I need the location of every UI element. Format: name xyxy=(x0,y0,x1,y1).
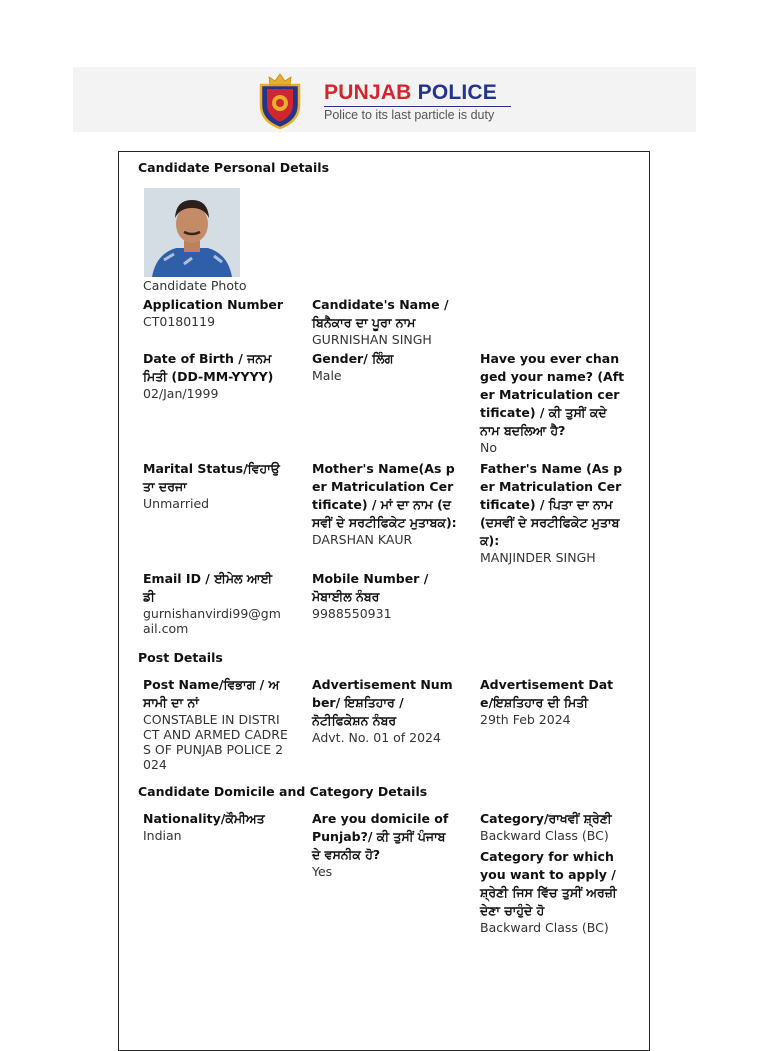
gender-value: Male xyxy=(312,368,342,383)
category-field xyxy=(480,810,625,843)
father-name-field xyxy=(480,460,625,565)
application-number-field xyxy=(143,296,288,329)
marital-status-field xyxy=(143,460,288,511)
nationality-label: Nationality/ਕੌਮੀਅਤ xyxy=(143,811,265,826)
mother-name-field xyxy=(312,460,457,547)
dob-label: Date of Birth / ਜਨਮ ਮਿਤੀ (DD-MM-YYYY) xyxy=(143,351,274,384)
dob-value: 02/Jan/1999 xyxy=(143,386,219,401)
personal-details-title: Candidate Personal Details xyxy=(138,160,330,175)
adv-number-value: Advt. No. 01 of 2024 xyxy=(312,730,441,745)
police-badge-icon xyxy=(255,71,305,129)
gender-field xyxy=(312,350,457,383)
mother-name-value: DARSHAN KAUR xyxy=(312,532,413,547)
marital-status-value: Unmarried xyxy=(143,496,210,511)
brand-divider xyxy=(324,106,511,107)
name-changed-field xyxy=(480,350,625,455)
application-number-value: CT0180119 xyxy=(143,314,216,329)
candidate-name-field xyxy=(312,296,457,347)
post-details-title: Post Details xyxy=(138,650,223,665)
post-name-label: Post Name/ਵਿਭਾਗ / ਅਸਾਮੀ ਦਾ ਨਾਂ xyxy=(143,677,280,710)
candidate-name-value: GURNISHAN SINGH xyxy=(312,332,432,347)
email-label: Email ID / ਈਮੇਲ ਆਈ ਡੀ xyxy=(143,571,273,604)
apply-category-value: Backward Class (BC) xyxy=(480,920,609,935)
father-name-value: MANJINDER SINGH xyxy=(480,550,596,565)
page-header xyxy=(73,67,696,132)
gender-label: Gender/ ਲਿੰਗ xyxy=(312,351,394,366)
email-value: gurnishanvirdi99@gmail.com xyxy=(143,606,281,636)
dob-field xyxy=(143,350,288,401)
punjab-police-logo xyxy=(255,71,515,129)
adv-date-value: 29th Feb 2024 xyxy=(480,712,571,727)
mobile-field xyxy=(312,570,457,621)
apply-category-label: Category for which you want to apply / ਸ਼੍ਰੇਣੀ ਜਿਸ ਵਿੱਚ ਤੁਸੀਂ ਅਰਜ਼ੀ ਦੇਣਾ ਚਾਹੁੰਦੇ ਹੋ xyxy=(480,849,617,918)
marital-status-label: Marital Status/ਵਿਹਾਉਤਾ ਦਰਜਾ xyxy=(143,461,280,494)
punjab-domicile-label: Are you domicile of Punjab?/ ਕੀ ਤੁਸੀਂ ਪੰਜਾਬ ਦੇ ਵਸਨੀਕ ਹੋ? xyxy=(312,811,449,862)
adv-number-field xyxy=(312,676,457,745)
candidate-photo xyxy=(144,188,240,277)
punjab-domicile-value: Yes xyxy=(312,864,333,879)
candidate-portrait-icon xyxy=(144,188,240,277)
domicile-details-title: Candidate Domicile and Category Details xyxy=(138,784,428,799)
category-label: Category/ਰਾਖਵੀਂ ਸ਼੍ਰੇਣੀ xyxy=(480,811,612,826)
post-name-value: CONSTABLE IN DISTRICT AND ARMED CADRES OF PUNJAB POLICE 2024 xyxy=(143,712,288,772)
brand-title xyxy=(324,81,497,105)
mother-name-label: Mother's Name(As per Matriculation Certificate) / ਮਾਂ ਦਾ ਨਾਮ (ਦਸਵੀਂ ਦੇ ਸਰਟੀਫਿਕੇਟ ਮੁਤਾਬਕ): xyxy=(312,461,457,530)
name-changed-value: No xyxy=(480,440,497,455)
brand-tagline: Police to its last particle is duty xyxy=(324,108,495,122)
name-changed-label: Have you ever changed your name? (After Matriculation certificate) / ਕੀ ਤੁਸੀਂ ਕਦੇ ਨਾਮ ਬਦਲਿਆ ਹੈ? xyxy=(480,351,625,438)
candidate-name-label: Candidate's Name / ਬਿਨੈਕਾਰ ਦਾ ਪੂਰਾ ਨਾਮ xyxy=(312,297,449,330)
nationality-value: Indian xyxy=(143,828,182,843)
brand-part2: POLICE xyxy=(417,81,497,104)
category-value: Backward Class (BC) xyxy=(480,828,609,843)
brand-part1: PUNJAB xyxy=(324,81,412,104)
mobile-label: Mobile Number / ਮੋਬਾਈਲ ਨੰਬਰ xyxy=(312,571,429,604)
punjab-domicile-field xyxy=(312,810,457,879)
application-card xyxy=(118,151,650,1051)
apply-category-field xyxy=(480,848,625,935)
father-name-label: Father's Name (As per Matriculation Certificate) / ਪਿਤਾ ਦਾ ਨਾਮ (ਦਸਵੀਂ ਦੇ ਸਰਟੀਫਿਕੇਟ ਮੁਤਾਬਕ): xyxy=(480,461,623,548)
application-number-label: Application Number xyxy=(143,297,284,312)
mobile-value: 9988550931 xyxy=(312,606,392,621)
adv-date-label: Advertisement Date/ਇਸ਼ਤਿਹਾਰ ਦੀ ਮਿਤੀ xyxy=(480,677,614,710)
adv-number-label: Advertisement Number/ ਇਸ਼ਤਿਹਾਰ / ਨੋਟੀਫਿਕੇਸ਼ਨ ਨੰਬਰ xyxy=(312,677,453,728)
photo-caption: Candidate Photo xyxy=(143,278,247,293)
email-field xyxy=(143,570,288,636)
adv-date-field xyxy=(480,676,625,727)
nationality-field xyxy=(143,810,288,843)
post-name-field xyxy=(143,676,288,772)
